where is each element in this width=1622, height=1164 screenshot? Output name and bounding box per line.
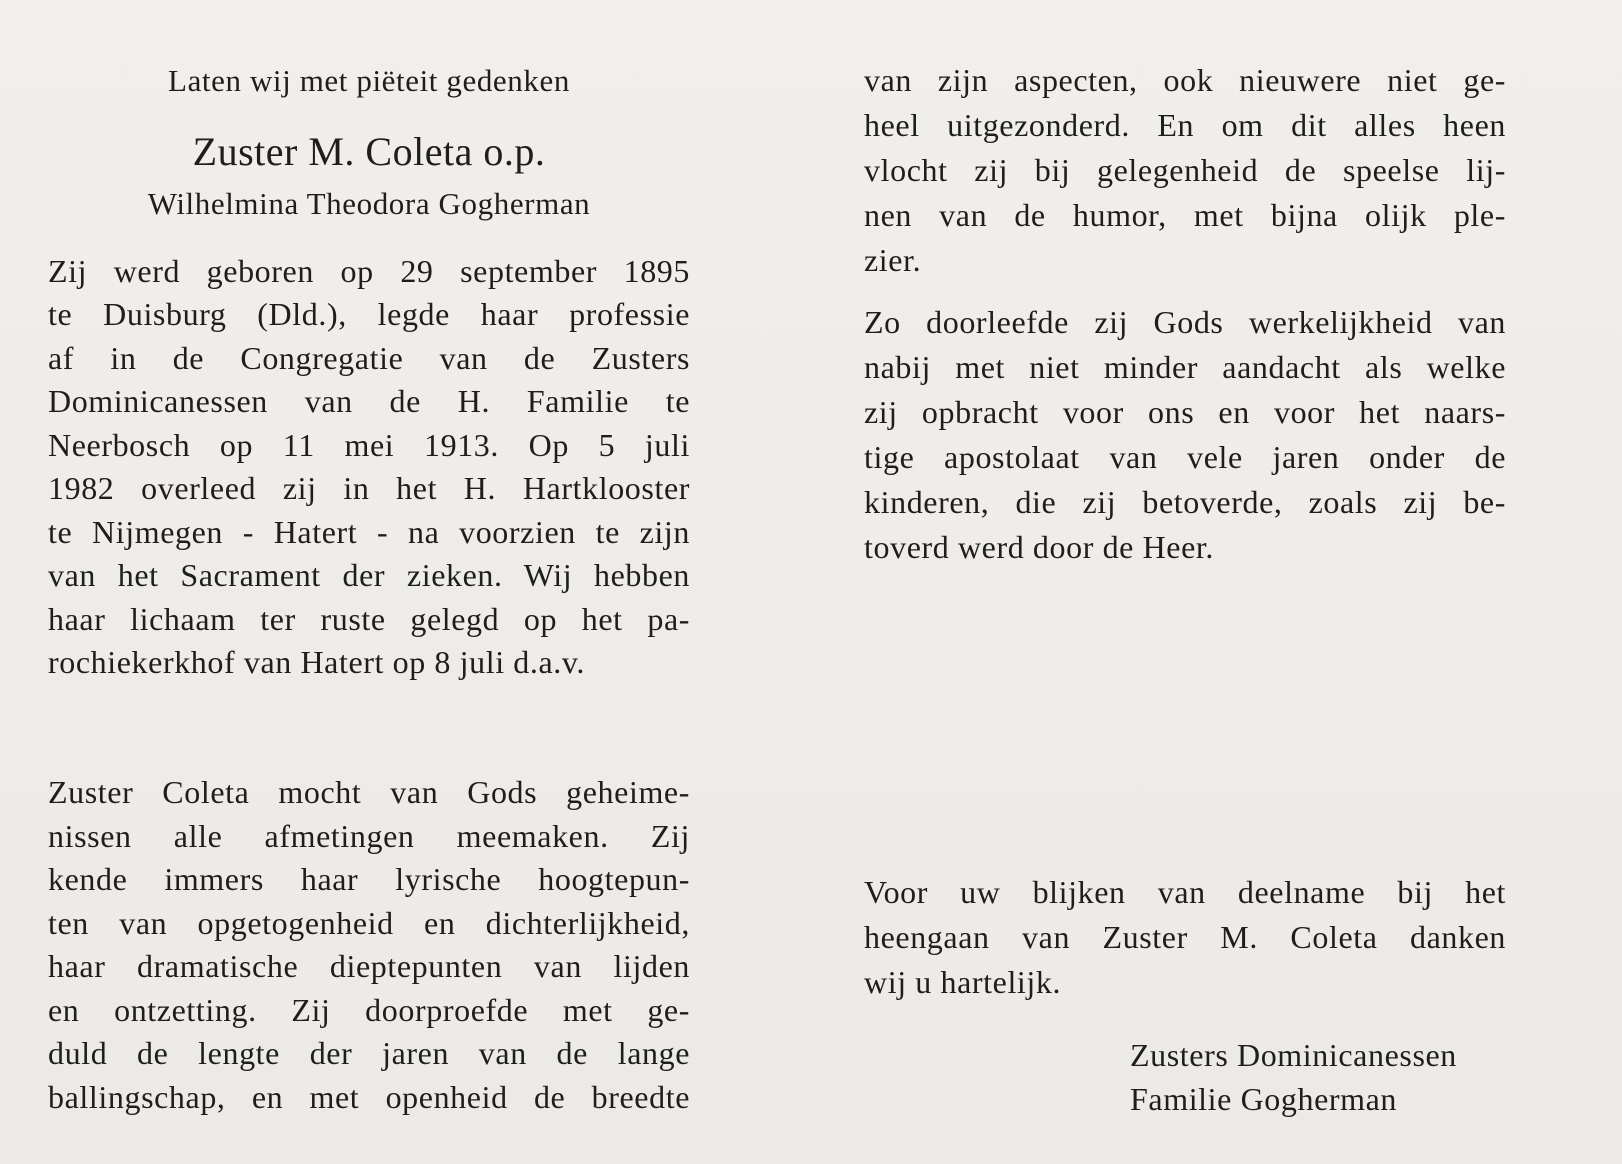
text-line: ballingschap, en met openheid de breedte xyxy=(48,1079,690,1115)
text-line: nen van de humor, met bijna olijk ple- xyxy=(864,197,1506,233)
text-line: haar lichaam ter ruste gelegd op het pa- xyxy=(48,601,690,637)
intro-line: Laten wij met piëteit gedenken xyxy=(168,63,570,98)
text-line: Zij werd geboren op 29 september 1895 xyxy=(48,253,690,289)
text-line: toverd werd door de Heer. xyxy=(864,529,1214,565)
text-line: duld de lengte der jaren van de lange xyxy=(48,1035,690,1071)
deceased-full-name: Wilhelmina Theodora Gogherman xyxy=(147,186,591,221)
text-line: kinderen, die zij betoverde, zoals zij be- xyxy=(864,484,1506,520)
text-line: af in de Congregatie van de Zusters xyxy=(48,340,690,376)
signature-line: Familie Gogherman xyxy=(1130,1081,1398,1117)
text-line: Neerbosch op 11 mei 1913. Op 5 juli xyxy=(48,427,690,463)
text-line: wij u hartelijk. xyxy=(864,964,1062,1000)
text-line: zier. xyxy=(864,242,922,278)
text-line: vlocht zij bij gelegenheid de speelse lij- xyxy=(864,152,1506,188)
text-line: te Duisburg (Dld.), legde haar professie xyxy=(48,296,690,332)
signature-line: Zusters Dominicanessen xyxy=(1130,1037,1457,1073)
text-line: Zo doorleefde zij Gods werkelijkheid van xyxy=(864,304,1506,340)
text-line: 1982 overleed zij in het H. Hartklooster xyxy=(48,470,690,506)
text-line: nissen alle afmetingen meemaken. Zij xyxy=(48,818,690,854)
text-line: ten van opgetogenheid en dichterlijkheid, xyxy=(48,905,690,941)
text-line: Zuster Coleta mocht van Gods geheime- xyxy=(48,774,690,810)
text-line: heel uitgezonderd. En om dit alles heen xyxy=(864,107,1506,143)
deceased-name: Zuster M. Coleta o.p. xyxy=(192,129,546,174)
text-line: Voor uw blijken van deelname bij het xyxy=(864,874,1506,910)
text-line: van zijn aspecten, ook nieuwere niet ge- xyxy=(864,62,1506,98)
text-line: van het Sacrament der zieken. Wij hebben xyxy=(48,557,690,593)
text-line: tige apostolaat van vele jaren onder de xyxy=(864,439,1506,475)
text-line: en ontzetting. Zij doorproefde met ge- xyxy=(48,992,690,1028)
text-line: rochiekerkhof van Hatert op 8 juli d.a.v. xyxy=(48,644,586,680)
text-line: nabij met niet minder aandacht als welke xyxy=(864,349,1506,385)
text-line: zij opbracht voor ons en voor het naars- xyxy=(864,394,1506,430)
text-line: te Nijmegen - Hatert - na voorzien te zijn xyxy=(48,514,690,550)
text-line: kende immers haar lyrische hoogtepun- xyxy=(48,861,690,897)
text-line: Dominicanessen van de H. Familie te xyxy=(48,383,690,419)
text-line: heengaan van Zuster M. Coleta danken xyxy=(864,919,1506,955)
text-line: haar dramatische dieptepunten van lijden xyxy=(48,948,690,984)
